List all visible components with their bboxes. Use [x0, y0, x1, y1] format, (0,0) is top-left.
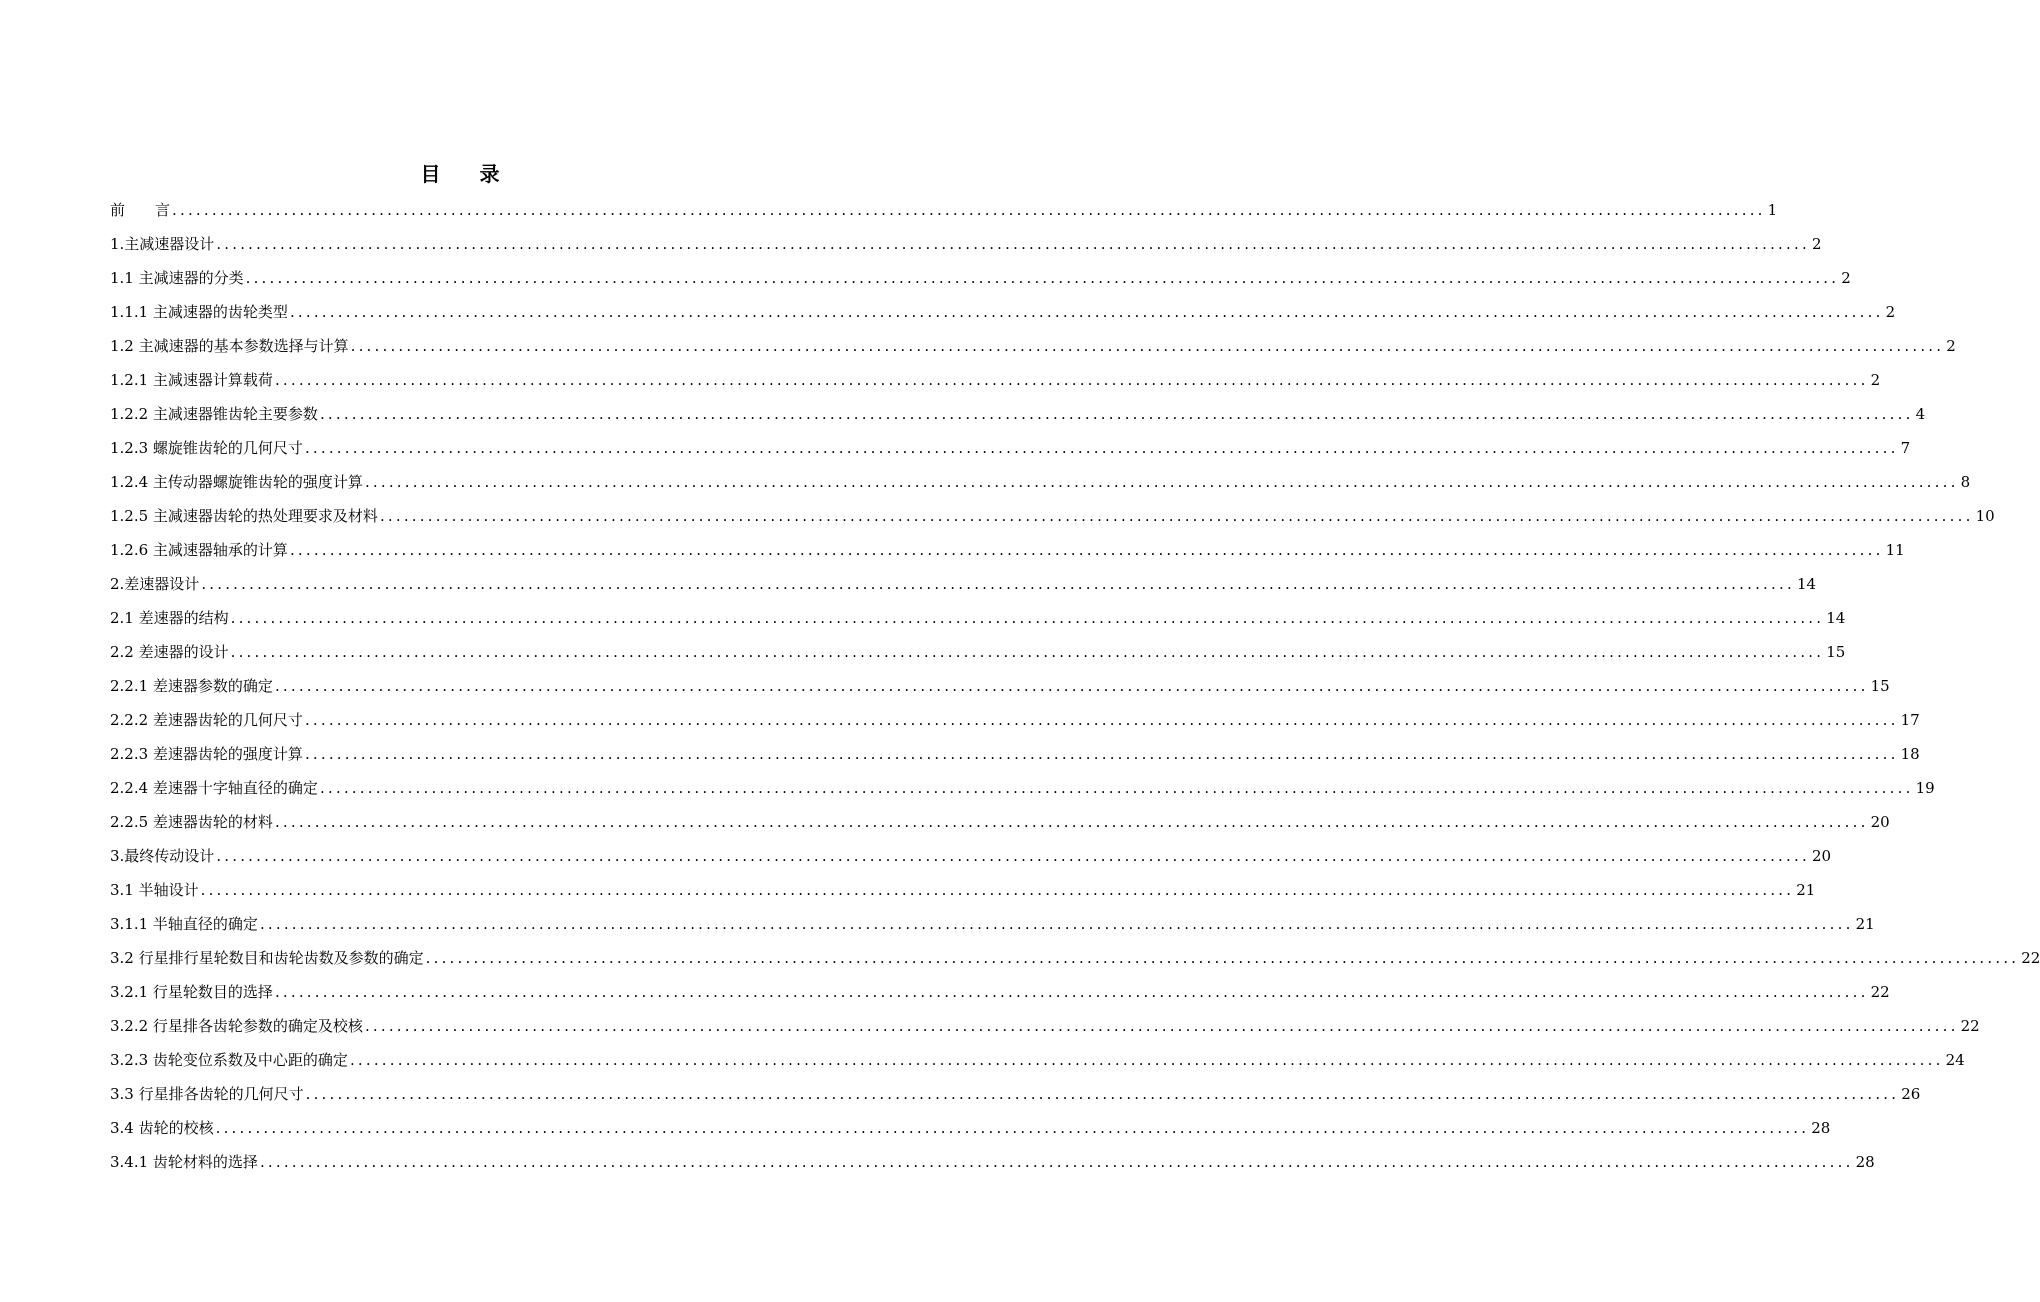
toc-entry[interactable] [110, 676, 1890, 710]
toc-entry-page-number: 14 [1796, 575, 1817, 593]
toc-entry[interactable] [110, 472, 1971, 506]
toc-leader-dots: ........................................................................................................................................................................................................ [349, 1051, 1944, 1069]
toc-entry[interactable] [110, 1152, 1875, 1186]
toc-leader-dots: ........................................................................................................................................................................................................ [230, 609, 1825, 627]
toc-entry[interactable] [110, 846, 1832, 880]
toc-entry-page-number: 20 [1811, 847, 1832, 865]
toc-entry-page-number: 26 [1901, 1085, 1921, 1103]
toc-entry-label: 1.2.3 螺旋锥齿轮的几何尺寸 [110, 439, 303, 457]
toc-entry-label: 2.2.3 差速器齿轮的强度计算 [110, 745, 303, 763]
toc-entry[interactable] [110, 1084, 1921, 1118]
toc-entry-label: 3.4 齿轮的校核 [110, 1119, 214, 1137]
toc-leader-dots: ........................................................................................................................................................................................................ [304, 745, 1899, 763]
toc-entry[interactable] [110, 948, 2040, 982]
toc-entry[interactable] [110, 370, 1881, 404]
toc-entry-page-number: 14 [1826, 609, 1846, 627]
toc-entry-page-number: 8 [1960, 473, 1971, 491]
toc-entry-label: 3.3 行星排各齿轮的几何尺寸 [110, 1085, 304, 1103]
toc-leader-dots: ........................................................................................................................................................................................................ [216, 235, 1810, 253]
toc-entry[interactable] [110, 710, 1920, 744]
toc-entry-page-number: 10 [1975, 507, 1995, 525]
toc-entry-label: 前 言 [110, 201, 171, 219]
toc-entry-page-number: 28 [1811, 1119, 1831, 1137]
toc-entry[interactable] [110, 574, 1817, 608]
toc-entry-page-number: 22 [1870, 983, 1890, 1001]
toc-entry-page-number: 22 [2021, 949, 2040, 967]
toc-entry-label: 2.2.2 差速器齿轮的几何尺寸 [110, 711, 303, 729]
toc-entry[interactable] [110, 778, 1935, 812]
toc-entry-label: 1.1.1 主减速器的齿轮类型 [110, 303, 288, 321]
toc-entry-label: 3.1 半轴设计 [110, 881, 199, 899]
toc-leader-dots: ........................................................................................................................................................................................................ [289, 303, 1884, 321]
toc-entry[interactable] [110, 200, 1778, 234]
toc-leader-dots: ........................................................................................................................................................................................................ [364, 1017, 1959, 1035]
toc-entry-label: 1.2.6 主减速器轴承的计算 [110, 541, 288, 559]
toc-list [110, 200, 2040, 1186]
toc-entry-label: 1.2 主减速器的基本参数选择与计算 [110, 337, 349, 355]
toc-leader-dots: ........................................................................................................................................................................................................ [379, 507, 1974, 525]
toc-entry-page-number: 28 [1855, 1153, 1875, 1171]
toc-leader-dots: ........................................................................................................................................................................................................ [319, 779, 1914, 797]
toc-leader-dots: ........................................................................................................................................................................................................ [274, 983, 1869, 1001]
toc-entry-page-number: 1 [1767, 201, 1778, 219]
toc-entry-label: 1.主减速器设计 [110, 235, 215, 253]
toc-entry[interactable] [110, 744, 1920, 778]
toc-leader-dots: ........................................................................................................................................................................................................ [289, 541, 1884, 559]
toc-entry-label: 2.2.5 差速器齿轮的材料 [110, 813, 273, 831]
toc-entry-page-number: 18 [1900, 745, 1920, 763]
toc-entry-label: 3.2.1 行星轮数目的选择 [110, 983, 273, 1001]
toc-leader-dots: ........................................................................................................................................................................................................ [200, 881, 1795, 899]
toc-leader-dots: ........................................................................................................................................................................................................ [201, 575, 1795, 593]
toc-entry[interactable] [110, 812, 1890, 846]
toc-entry-label: 1.2.4 主传动器螺旋锥齿轮的强度计算 [110, 473, 363, 491]
toc-title: 目 录 [420, 162, 516, 186]
toc-leader-dots: ........................................................................................................................................................................................................ [274, 371, 1869, 389]
toc-entry-label: 3.2.2 行星排各齿轮参数的确定及校核 [110, 1017, 363, 1035]
toc-entry[interactable] [110, 982, 1890, 1016]
toc-entry-page-number: 2 [1946, 337, 1956, 355]
toc-entry[interactable] [110, 880, 1816, 914]
toc-leader-dots: ........................................................................................................................................................................................................ [350, 337, 1945, 355]
toc-leader-dots: ........................................................................................................................................................................................................ [216, 847, 1810, 865]
toc-entry-label: 3.4.1 齿轮材料的选择 [110, 1153, 258, 1171]
toc-entry-page-number: 21 [1855, 915, 1875, 933]
toc-entry[interactable] [110, 336, 1956, 370]
toc-entry[interactable] [110, 268, 1851, 302]
toc-entry-label: 3.1.1 半轴直径的确定 [110, 915, 258, 933]
toc-leader-dots: ........................................................................................................................................................................................................ [305, 1085, 1900, 1103]
toc-entry-label: 3.2.3 齿轮变位系数及中心距的确定 [110, 1051, 348, 1069]
toc-entry-page-number: 19 [1915, 779, 1935, 797]
toc-entry[interactable] [110, 438, 1911, 472]
toc-entry-page-number: 7 [1900, 439, 1911, 457]
toc-entry-label: 2.差速器设计 [110, 575, 200, 593]
toc-leader-dots: ........................................................................................................................................................................................................ [274, 677, 1869, 695]
toc-entry-label: 3.2 行星排行星轮数目和齿轮齿数及参数的确定 [110, 949, 424, 967]
toc-entry-page-number: 17 [1900, 711, 1920, 729]
toc-entry[interactable] [110, 234, 1822, 268]
toc-leader-dots: ........................................................................................................................................................................................................ [364, 473, 1959, 491]
toc-leader-dots: ........................................................................................................................................................................................................ [425, 949, 2020, 967]
toc-entry-label: 3.最终传动设计 [110, 847, 215, 865]
toc-leader-dots: ........................................................................................................................................................................................................ [259, 915, 1854, 933]
toc-entry-page-number: 4 [1915, 405, 1926, 423]
toc-entry[interactable] [110, 1016, 1980, 1050]
toc-entry[interactable] [110, 404, 1926, 438]
toc-entry-page-number: 2 [1885, 303, 1896, 321]
toc-entry-page-number: 15 [1870, 677, 1890, 695]
toc-entry-page-number: 24 [1945, 1051, 1965, 1069]
toc-entry[interactable] [110, 1050, 1965, 1084]
toc-leader-dots: ........................................................................................................................................................................................................ [274, 813, 1869, 831]
toc-entry-page-number: 2 [1841, 269, 1851, 287]
toc-entry[interactable] [110, 506, 1995, 540]
toc-entry-page-number: 22 [1960, 1017, 1980, 1035]
toc-leader-dots: ........................................................................................................................................................................................................ [304, 439, 1899, 457]
toc-entry-label: 1.2.5 主减速器齿轮的热处理要求及材料 [110, 507, 378, 525]
toc-entry[interactable] [110, 540, 1905, 574]
toc-leader-dots: ........................................................................................................................................................................................................ [172, 201, 1766, 219]
toc-entry-label: 2.2.4 差速器十字轴直径的确定 [110, 779, 318, 797]
toc-leader-dots: ........................................................................................................................................................................................................ [304, 711, 1899, 729]
toc-entry-page-number: 11 [1885, 541, 1905, 559]
toc-entry-page-number: 15 [1826, 643, 1846, 661]
toc-entry[interactable] [110, 608, 1846, 642]
toc-entry[interactable] [110, 1118, 1831, 1152]
toc-leader-dots: ........................................................................................................................................................................................................ [230, 643, 1825, 661]
toc-leader-dots: ........................................................................................................................................................................................................ [215, 1119, 1810, 1137]
toc-entry-page-number: 2 [1870, 371, 1881, 389]
toc-entry-label: 2.2 差速器的设计 [110, 643, 229, 661]
toc-leader-dots: ........................................................................................................................................................................................................ [319, 405, 1914, 423]
toc-entry-label: 1.2.2 主减速器锥齿轮主要参数 [110, 405, 318, 423]
toc-entry[interactable] [110, 302, 1896, 336]
toc-entry[interactable] [110, 642, 1846, 676]
toc-entry-label: 1.2.1 主减速器计算载荷 [110, 371, 273, 389]
toc-entry-label: 2.2.1 差速器参数的确定 [110, 677, 273, 695]
toc-entry-label: 1.1 主减速器的分类 [110, 269, 244, 287]
toc-entry-label: 2.1 差速器的结构 [110, 609, 229, 627]
toc-entry-page-number: 21 [1796, 881, 1816, 899]
toc-entry-page-number: 20 [1870, 813, 1890, 831]
toc-entry[interactable] [110, 914, 1875, 948]
toc-leader-dots: ........................................................................................................................................................................................................ [245, 269, 1840, 287]
toc-leader-dots: ........................................................................................................................................................................................................ [259, 1153, 1854, 1171]
toc-entry-page-number: 2 [1811, 235, 1822, 253]
